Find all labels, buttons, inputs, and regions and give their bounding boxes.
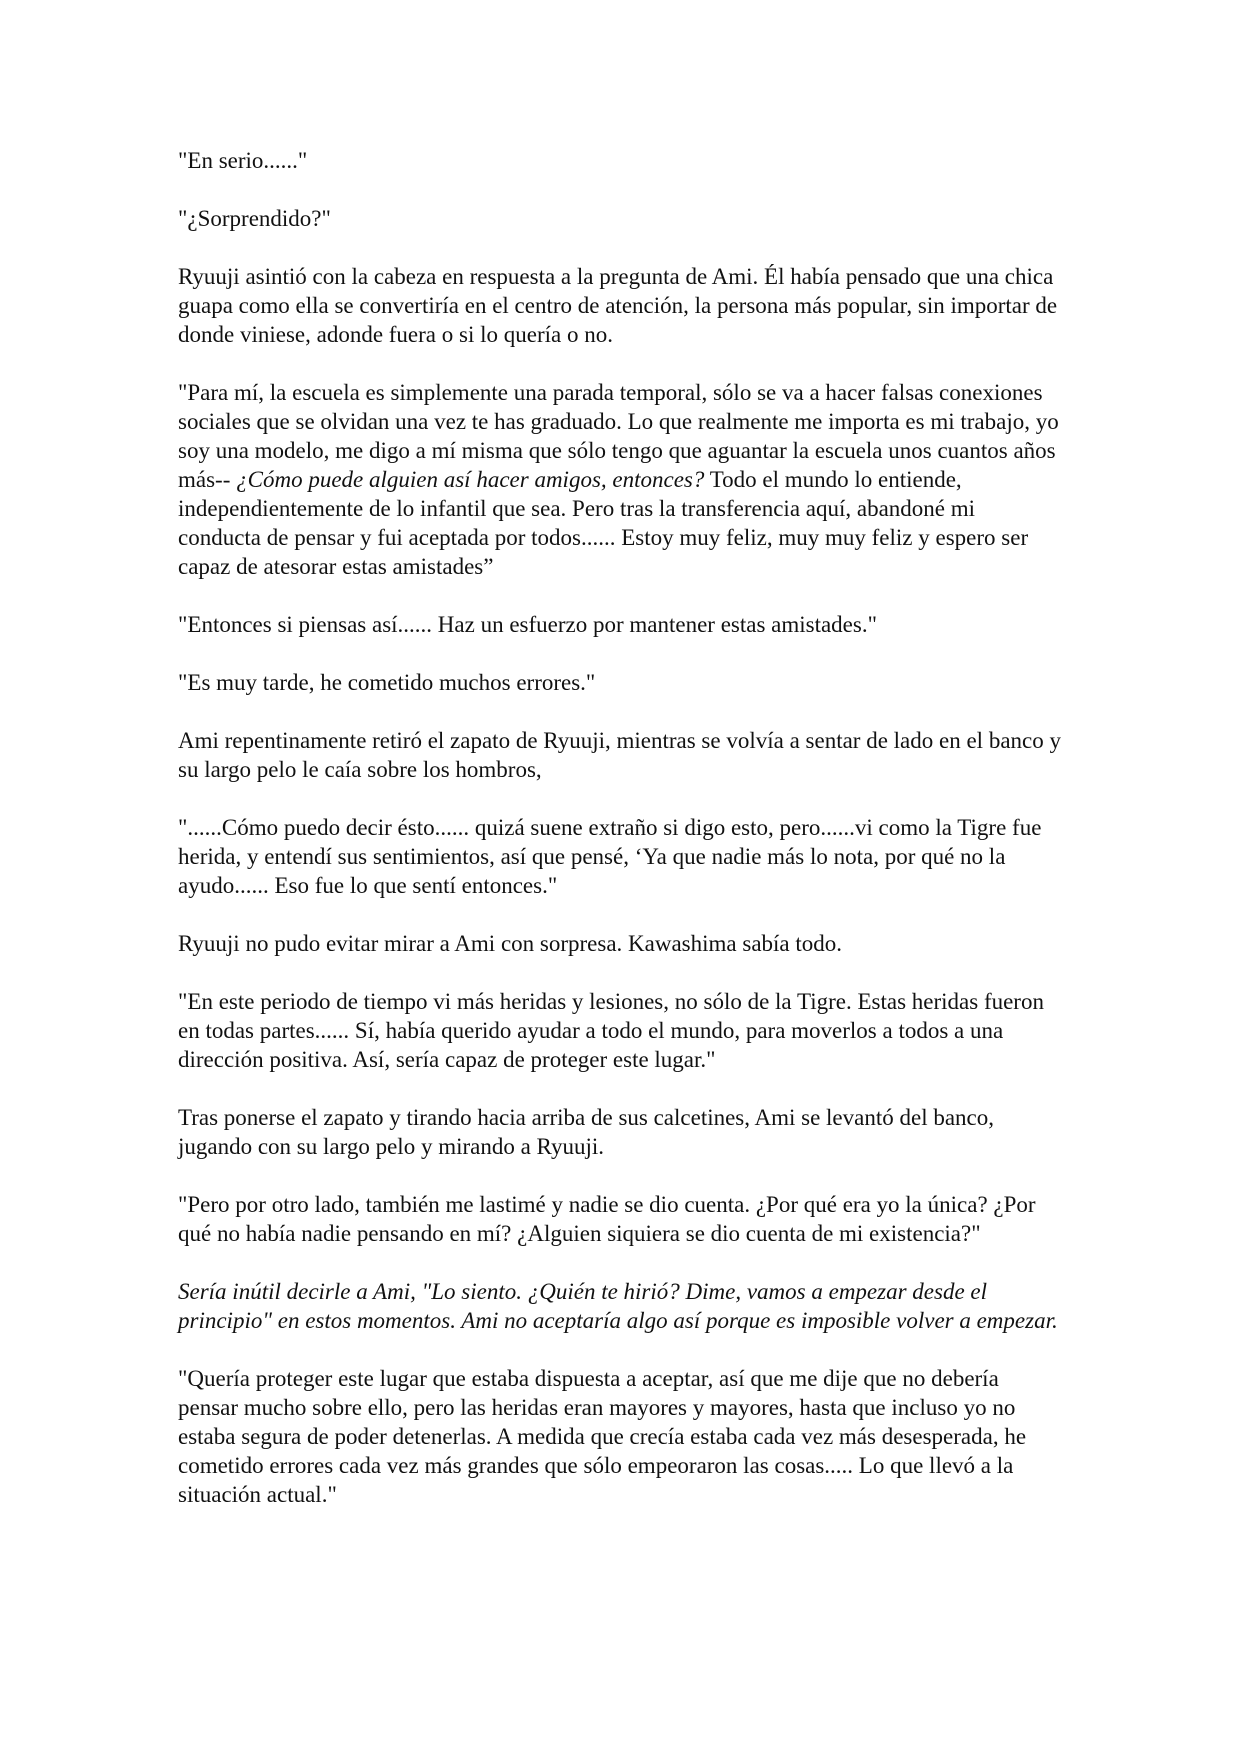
paragraph-text: "En serio......"	[178, 148, 308, 173]
paragraph-text: "Quería proteger este lugar que estaba dispuesta a aceptar, así que me dije que no debería pensar mucho sobre ello, pero las heridas eran mayores y mayores, hasta que incluso yo no estaba segura de poder detenerlas. A medida que crecía estaba cada vez más desesperada, he cometido errores cada vez más grandes que sólo empeoraron las cosas..... Lo que llevó a la situación actual."	[178, 1366, 1027, 1507]
paragraph	[178, 929, 1063, 958]
paragraph	[178, 668, 1063, 697]
paragraph-text: "......Cómo puedo decir ésto...... quizá suene extraño si digo esto, pero......vi como la Tigre fue herida, y entendí sus sentimientos, así que pensé, ‘Ya que nadie más lo nota, por qué no la ayudo...... Eso fue lo que sentí entonces."	[178, 815, 1042, 898]
paragraph-italic-text: ¿Cómo puede alguien así hacer amigos, entonces?	[236, 467, 705, 492]
paragraph	[178, 1103, 1063, 1161]
paragraph	[178, 1277, 1063, 1335]
paragraph	[178, 262, 1063, 349]
paragraph-text: Ami repentinamente retiró el zapato de Ryuuji, mientras se volvía a sentar de lado en el banco y su largo pelo le caía sobre los hombros,	[178, 728, 1061, 782]
paragraph-text: Todo el mundo lo entiende, independientemente de lo infantil que sea. Pero tras la transferencia aquí, abandoné mi conducta de pensar y fui aceptada por todos...... Estoy muy feliz, muy muy feliz y espero ser capaz de atesorar estas amistades”	[178, 467, 1029, 579]
paragraph-text: Ryuuji asintió con la cabeza en respuesta a la pregunta de Ami. Él había pensado que una chica guapa como ella se convertiría en el centro de atención, la persona más popular, sin importar de donde viniese, adonde fuera o si lo quería o no.	[178, 264, 1058, 347]
paragraph	[178, 610, 1063, 639]
paragraph	[178, 204, 1063, 233]
paragraph	[178, 378, 1063, 581]
paragraph-text: "En este periodo de tiempo vi más heridas y lesiones, no sólo de la Tigre. Estas heridas fueron en todas partes...... Sí, había querido ayudar a todo el mundo, para moverlos a todos a una dirección positiva. Así, sería capaz de proteger este lugar."	[178, 989, 1044, 1072]
paragraph-text: "¿Sorprendido?"	[178, 206, 331, 231]
paragraph	[178, 1364, 1063, 1509]
paragraph-text: "Pero por otro lado, también me lastimé y nadie se dio cuenta. ¿Por qué era yo la única? ¿Por qué no había nadie pensando en mí? ¿Alguien siquiera se dio cuenta de mi existencia?"	[178, 1192, 1036, 1246]
paragraph	[178, 726, 1063, 784]
paragraph-text: Ryuuji no pudo evitar mirar a Ami con sorpresa. Kawashima sabía todo.	[178, 931, 843, 956]
paragraph-text: "Para mí, la escuela es simplemente una parada temporal, sólo se va a hacer falsas conexiones sociales que se olvidan una vez te has graduado. Lo que realmente me importa es mi trabajo, yo soy una modelo, me digo a mí misma que sólo tengo que aguantar la escuela unos cuantos años más--	[178, 380, 1059, 492]
paragraph-text: "Entonces si piensas así...... Haz un esfuerzo por mantener estas amistades."	[178, 612, 877, 637]
paragraph	[178, 146, 1063, 175]
document-body	[178, 146, 1063, 1509]
paragraph	[178, 1190, 1063, 1248]
paragraph-italic-text: Sería inútil decirle a Ami, "Lo siento. ¿Quién te hirió? Dime, vamos a empezar desde el principio" en estos momentos. Ami no aceptaría algo así porque es imposible volver a empezar.	[178, 1279, 1058, 1333]
paragraph-text: Tras ponerse el zapato y tirando hacia arriba de sus calcetines, Ami se levantó del banco, jugando con su largo pelo y mirando a Ryuuji.	[178, 1105, 995, 1159]
paragraph-text: "Es muy tarde, he cometido muchos errores."	[178, 670, 596, 695]
paragraph	[178, 813, 1063, 900]
paragraph	[178, 987, 1063, 1074]
